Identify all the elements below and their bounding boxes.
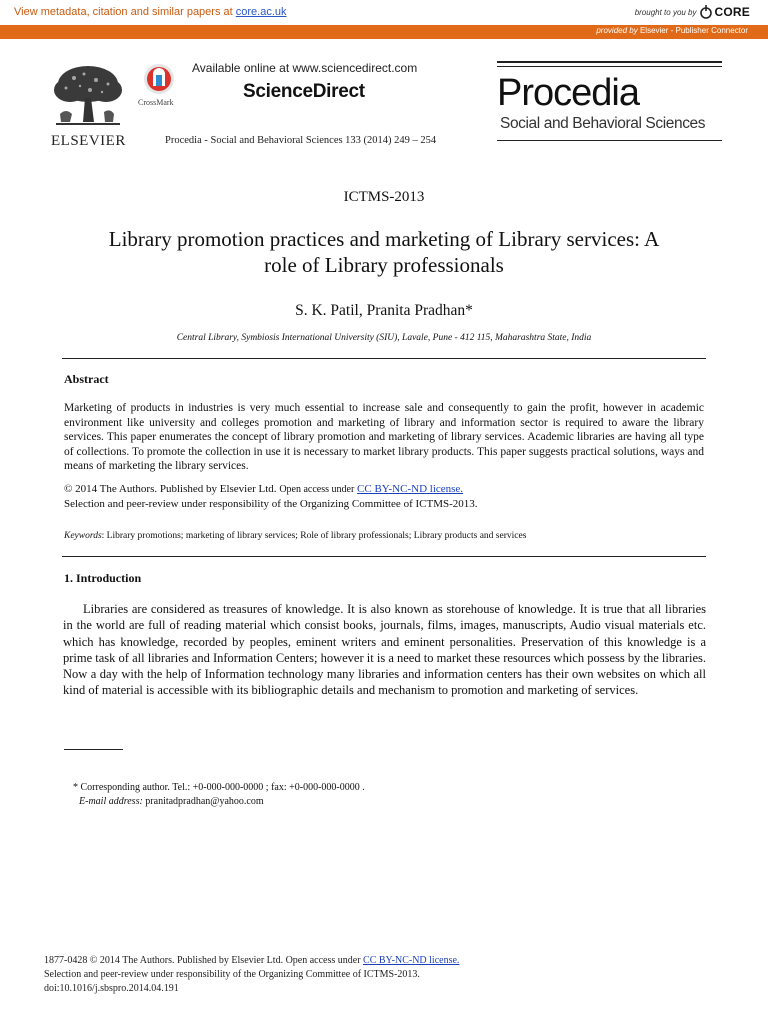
core-logo-icon: [700, 5, 712, 19]
sciencedirect-logo: ScienceDirect: [243, 81, 365, 102]
footer-doi: doi:10.1016/j.sbspro.2014.04.191: [44, 983, 179, 994]
abstract-body: Marketing of products in industries is very much essential to increase sale and consequently to gain the profit, however in academic environment like university and colleges promotion and marketing of library and information sector is required to aware the library services. This paper enumerates the concept of library promotion and marketing of library services. Academic libraries are having all type of collections. To promote the collection in use it is necessary to market library products. This paper suggests practical solutions, ways and means of marketing the library services.: [64, 402, 704, 472]
email-label: E-mail address:: [79, 796, 143, 807]
procedia-rule-bottom: [497, 140, 722, 141]
paper-title-line-1: Library promotion practices and marketing of Library services: A: [108, 227, 660, 251]
email-note: [79, 796, 264, 807]
core-prefix: View metadata, citation and similar papers at: [14, 6, 233, 18]
cc-license-link[interactable]: CC BY-NC-ND license.: [357, 483, 464, 495]
conference-name: ICTMS-2013: [343, 189, 425, 205]
procedia-rule-top-thin: [497, 66, 722, 67]
elsevier-wordmark: ELSEVIER: [51, 133, 126, 149]
rule-above-abstract: [62, 358, 706, 359]
footer-cc-license-link[interactable]: CC BY-NC-ND license.: [363, 955, 460, 966]
core-brought-text: brought to you by: [634, 7, 697, 17]
email-address: pranitadpradhan@yahoo.com: [145, 796, 264, 807]
paper-title-line-2: role of Library professionals: [264, 253, 504, 277]
introduction-text: Libraries are considered as treasures of knowledge. It is also known as storehouse of knowledge. It is true that all libraries in the world are full of reading material which consist books, journals, films, images, manuscripts, Audio visual materials etc. which has knowledge, recorded by peoples, eminent writers and eminent personalities. Preservation of this knowledge is a prime task of all libraries and Information Centers; however it is a need to market these resources which possess by the libraries. Now a day with the help of Information technology many libraries and information centers has their own websites on which all kind of material is accessible with its bibliographic details and mechanism to promotion and marketing of services.: [63, 602, 706, 698]
procedia-wordmark: Procedia: [497, 72, 639, 114]
footer-peer-review: Selection and peer-review under responsibility of the Organizing Committee of ICTMS-2013.: [44, 969, 420, 980]
introduction-body: [63, 601, 706, 699]
crossmark-label: CrossMark: [138, 98, 174, 107]
procedia-rule-top: [497, 61, 722, 63]
procedia-subtitle: Social and Behavioral Sciences: [500, 115, 706, 132]
rule-below-keywords: [62, 556, 706, 557]
provided-by: Elsevier - Publisher Connector: [639, 26, 748, 35]
footnote-rule: [64, 749, 123, 750]
page-footer: [44, 954, 459, 996]
affiliation: Central Library, Symbiosis International University (SIU), Lavale, Pune - 412 115, Maharashtra State, India: [176, 333, 592, 343]
core-banner-text: [14, 6, 287, 18]
copyright-text: © 2014 The Authors. Published by Elsevier Ltd.: [64, 483, 277, 495]
footer-issn-copyright: 1877-0428 © 2014 The Authors. Published by Elsevier Ltd.: [44, 955, 284, 966]
abstract-copyright: [64, 482, 478, 511]
journal-citation: Procedia - Social and Behavioral Sciences 133 (2014) 249 – 254: [165, 135, 437, 146]
core-brand[interactable]: [635, 5, 750, 19]
core-link[interactable]: core.ac.uk: [235, 6, 287, 18]
peer-review-text: Selection and peer-review under responsibility of the Organizing Committee of ICTMS-2013.: [64, 498, 478, 510]
crossmark-icon[interactable]: [138, 62, 180, 98]
provided-by-label: provided by: [596, 26, 638, 35]
footer-open-access: Open access under: [285, 955, 361, 966]
introduction-heading: 1. Introduction: [64, 571, 142, 585]
corresponding-author-note: * Corresponding author. Tel.: +0-000-000-0000 ; fax: +0-000-000-0000 .: [73, 782, 365, 793]
keywords-text: : Library promotions; marketing of library services; Role of library professionals; Library products and services: [101, 531, 527, 541]
available-online-text: Available online at www.sciencedirect.com: [192, 61, 418, 75]
keywords-label: Keywords: [64, 531, 102, 541]
abstract-heading: Abstract: [64, 372, 109, 386]
provider-text: [596, 26, 748, 35]
keywords: [64, 531, 526, 541]
core-logo: CORE: [714, 5, 750, 19]
paper-title: [60, 226, 708, 278]
open-access-label: Open access under: [279, 484, 355, 495]
authors: S. K. Patil, Pranita Pradhan*: [295, 302, 473, 319]
elsevier-tree-logo-icon: [50, 62, 126, 130]
